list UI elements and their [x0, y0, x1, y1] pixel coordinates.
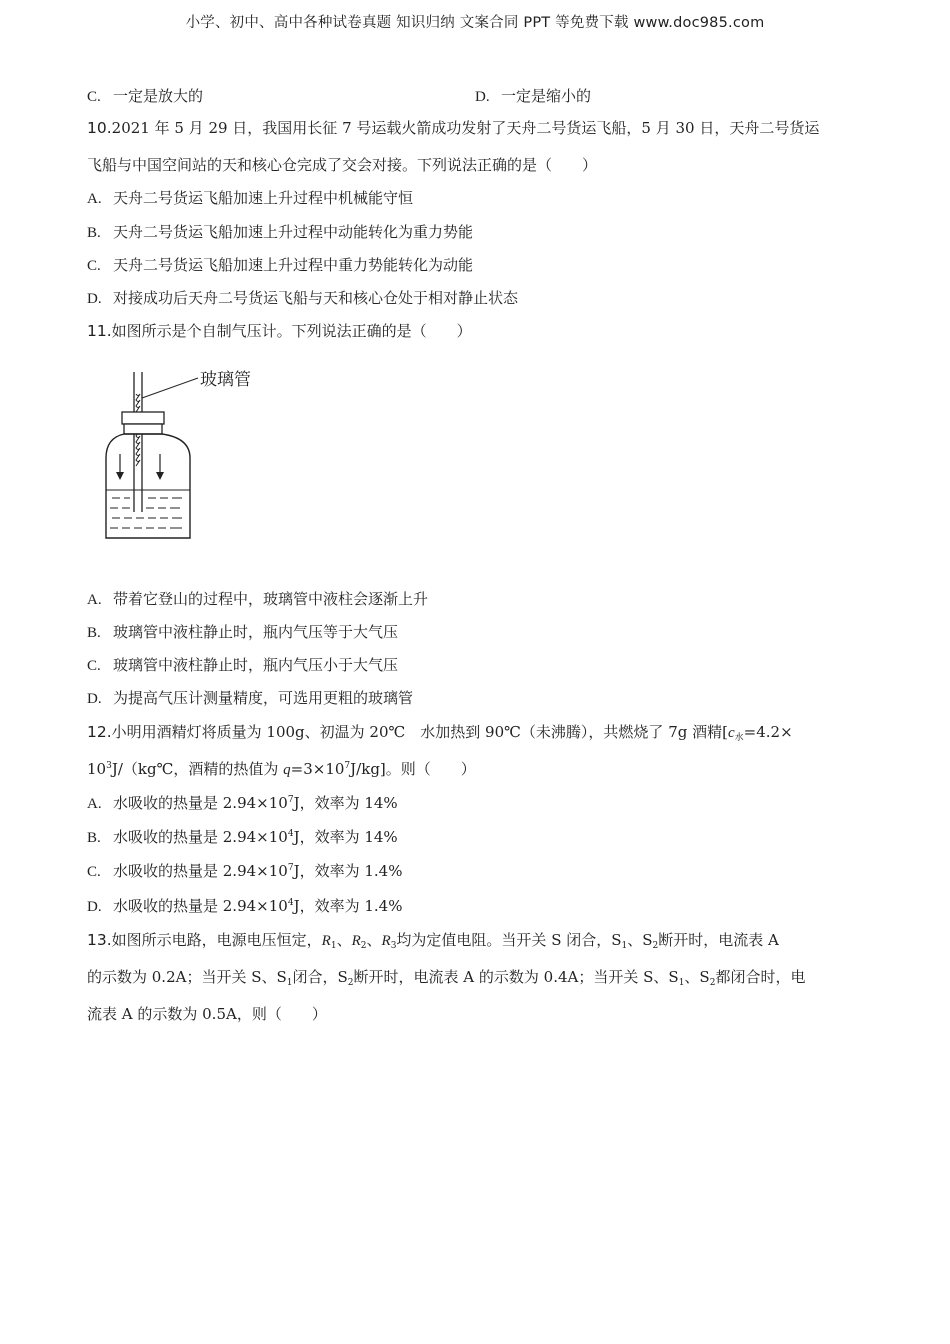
option-letter: D. — [475, 89, 490, 105]
option-text: 水吸收的热量是 2.94×10 — [113, 794, 288, 812]
subscript: 2 — [709, 978, 716, 988]
water-dashes — [110, 498, 182, 528]
option-letter: C. — [87, 864, 101, 880]
q10-option-b — [87, 222, 473, 243]
option-text-post: J，效率为 1.4% — [293, 897, 403, 915]
exponent: 3 — [106, 761, 112, 771]
q13-line1-b: 均为定值电阻。当开关 S 闭合，S — [396, 931, 622, 949]
option-text: 玻璃管中液柱静止时，瓶内气压等于大气压 — [113, 623, 399, 641]
q13-stem-line3: 流表 A 的示数为 0.5A，则（ ） — [87, 1005, 327, 1023]
option-text: 水吸收的热量是 2.94×10 — [113, 897, 288, 915]
pressure-arrow-left — [116, 454, 124, 480]
option-letter: B. — [87, 225, 101, 241]
q11-stem-text: 如图所示是个自制气压计。下列说法正确的是（ ） — [111, 322, 472, 340]
q11-option-c — [87, 655, 398, 676]
option-letter: D. — [87, 899, 102, 915]
q12-line2-a: 10 — [87, 760, 107, 778]
resistor-symbol: R — [321, 933, 331, 949]
q11-option-d — [87, 688, 413, 709]
q13-line1-c: 、S — [627, 931, 653, 949]
bottle-body — [106, 434, 190, 538]
option-letter: C. — [87, 658, 101, 674]
option-letter: A. — [87, 191, 102, 207]
q10-option-c — [87, 255, 473, 276]
q10-stem-line1 — [87, 118, 819, 138]
subscript: 1 — [286, 978, 293, 988]
exponent: 4 — [287, 829, 294, 839]
heat-value-symbol: q — [283, 762, 291, 778]
q11-option-b — [87, 622, 398, 643]
option-letter: B. — [87, 625, 101, 641]
q9-option-c — [87, 86, 203, 107]
option-letter: D. — [87, 291, 102, 307]
option-text: 对接成功后天舟二号货运飞船与天和核心仓处于相对静止状态 — [113, 289, 519, 307]
q13-line1-a: 如图所示电路，电源电压恒定， — [111, 931, 322, 949]
option-letter: C. — [87, 258, 101, 274]
q12-line1-b: =4.2× — [743, 723, 793, 741]
option-text-post: J，效率为 14% — [293, 794, 398, 812]
q13-line2-c: 断开时，电流表 A 的示数为 0.4A；当开关 S、S — [353, 968, 679, 986]
option-letter: C. — [87, 89, 101, 105]
option-text: 带着它登山的过程中，玻璃管中液柱会逐渐上升 — [113, 590, 429, 608]
subscript: 3 — [390, 941, 397, 951]
option-letter: D. — [87, 691, 102, 707]
q9-option-d — [475, 86, 591, 107]
question-number: 11. — [87, 322, 112, 340]
option-text: 天舟二号货运飞船加速上升过程中机械能守恒 — [113, 189, 414, 207]
q12-line2-b: J/（kg℃，酒精的热值为 — [111, 760, 284, 778]
q13-line2-e: 都闭合时，电 — [715, 968, 806, 986]
q12-stem-line2 — [87, 759, 476, 780]
q12-line2-c: =3×10 — [290, 760, 345, 778]
q10-option-d — [87, 288, 518, 309]
q12-option-b — [87, 827, 398, 848]
q12-line2-d: J/kg]。则（ ） — [350, 760, 476, 778]
exponent: 7 — [344, 761, 351, 771]
option-text: 玻璃管中液柱静止时，瓶内气压小于大气压 — [113, 656, 399, 674]
pressure-arrow-right — [156, 454, 164, 480]
subscript: 2 — [347, 978, 354, 988]
option-letter: B. — [87, 830, 101, 846]
option-letter: A. — [87, 796, 102, 812]
option-text: 一定是缩小的 — [501, 87, 592, 105]
q13-stem-line1 — [87, 930, 779, 951]
subscript: 1 — [621, 941, 628, 951]
resistor-symbol: R — [381, 933, 391, 949]
option-text: 水吸收的热量是 2.94×10 — [113, 828, 288, 846]
question-number: 12. — [87, 723, 112, 741]
q12-option-c — [87, 861, 402, 882]
exponent: 7 — [287, 863, 294, 873]
q11-stem — [87, 321, 472, 341]
q13-line2-b: 闭合，S — [292, 968, 348, 986]
q13-stem-line2 — [87, 967, 805, 987]
q13-line1-d: 断开时，电流表 A — [658, 931, 779, 949]
exponent: 7 — [287, 795, 294, 805]
option-letter: A. — [87, 592, 102, 608]
q13-line2-d: 、S — [684, 968, 710, 986]
barometer-figure — [98, 362, 278, 547]
separator: 、 — [336, 931, 352, 949]
question-number: 10. — [87, 119, 112, 137]
figure-label-glass-tube: 玻璃管 — [200, 370, 251, 390]
subscript: 2 — [360, 941, 367, 951]
label-leader-line — [142, 378, 198, 398]
subscript: 2 — [652, 941, 659, 951]
option-text: 为提高气压计测量精度，可选用更粗的玻璃管 — [113, 689, 414, 707]
option-text-post: J，效率为 1.4% — [293, 862, 403, 880]
resistor-symbol: R — [351, 933, 361, 949]
option-text: 天舟二号货运飞船加速上升过程中重力势能转化为动能 — [113, 256, 474, 274]
option-text: 天舟二号货运飞船加速上升过程中动能转化为重力势能 — [113, 223, 474, 241]
q10-stem-line2: 飞船与中国空间站的天和核心仓完成了交会对接。下列说法正确的是（ ） — [87, 156, 598, 174]
question-number: 13. — [87, 931, 112, 949]
specific-heat-subscript: 水 — [734, 733, 744, 743]
option-text: 一定是放大的 — [113, 87, 204, 105]
q12-option-a — [87, 793, 398, 814]
bottle-stopper — [122, 412, 164, 424]
exponent: 4 — [287, 898, 294, 908]
q12-option-d — [87, 896, 402, 917]
q10-line1: 2021 年 5 月 29 日，我国用长征 7 号运载火箭成功发射了天舟二号货运飞船，5 月 30 日，天舟二号货运 — [111, 119, 820, 137]
q12-stem-line1 — [87, 722, 793, 743]
specific-heat-symbol: c — [727, 725, 735, 741]
q10-option-a — [87, 188, 413, 209]
q12-line1-a: 小明用酒精灯将质量为 100g、初温为 20℃ 水加热到 90℃（未沸腾），共燃烧了 7g 酒精[ — [111, 723, 728, 741]
option-text: 水吸收的热量是 2.94×10 — [113, 862, 288, 880]
q13-line2-a: 的示数为 0.2A；当开关 S、S — [87, 968, 287, 986]
separator: 、 — [366, 931, 382, 949]
bottle-neck — [124, 424, 162, 434]
subscript: 1 — [330, 941, 337, 951]
q11-option-a — [87, 589, 428, 610]
option-text-post: J，效率为 14% — [293, 828, 398, 846]
subscript: 1 — [678, 978, 685, 988]
page-header: 小学、初中、高中各种试卷真题 知识归纳 文案合同 PPT 等免费下载 www.doc985.com — [185, 15, 765, 31]
